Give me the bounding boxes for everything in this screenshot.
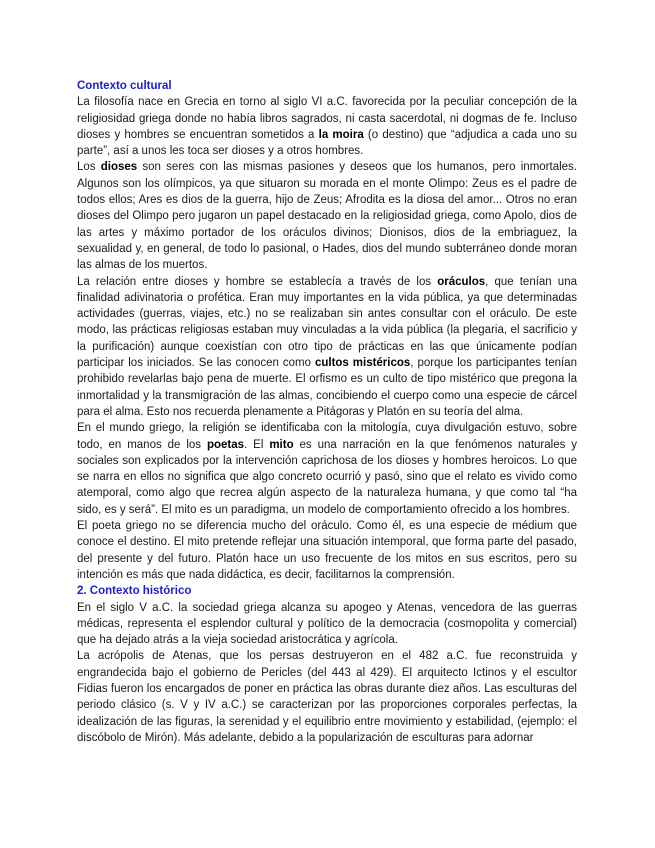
text-run: . El xyxy=(244,438,270,451)
text-run: , que tenían una finalidad adivinatoria o profética. Eran muy importantes en la vida pública, ya que determinadas actividades (guerras, viajes, etc.) no se realizaban sin antes consultar con el oráculo. De este modo, las prácticas religiosas estaban muy vinculadas a la vida pública (la plegaria, el sacrificio y la purificación) aunque coexistían con otro tipo de prácticas en las que únicamente podían participar los iniciados. Se las conocen como xyxy=(77,275,577,370)
text-run: es una narración en la que fenómenos naturales y sociales son explicados por la intervención caprichosa de los dioses y hombres heroicos. Lo que se narra en ellos no significa que algo concreto ocurrió y pasó, sino que el relato es vivido como atemporal, como algo que recrea algún aspecto de la naturaleza humana, y que como tal “ha sido, es y será”. El mito es un paradigma, un modelo de comportamiento ofrecido a los hombres. xyxy=(77,438,578,516)
bold-term-cultos-mistericos: cultos mistéricos xyxy=(314,357,411,370)
paragraph-moira xyxy=(77,94,577,159)
section-heading-cultural: Contexto cultural xyxy=(77,80,172,92)
text-run: son seres con las mismas pasiones y deseos que los humanos, pero inmortales. Algunos son los olímpicos, ya que situaron su morada en el monte Olimpo: Zeus es el padre de todos ellos; Ares es dios de la guerra, hijo de Zeus; Afrodita es la diosa del amor... Otros no eran dioses del Olimpo pero jugaron un papel destacado en la religiosidad griega, como Apolo, dios de las artes y máximo portador de los oráculos divinos; Dionisos, dios de la embriaguez, la sexualidad y, en general, de todo lo pasional, o Hades, dios del mundo subterráneo donde moran las almas de los muertos. xyxy=(77,161,577,272)
text-run: En el mundo griego, la religión se identificaba con la mitología, cuya divulgación estuvo, sobre todo, en manos de los xyxy=(77,422,577,451)
text-run: La relación entre dioses y hombre se establecía a través de los xyxy=(77,275,438,288)
paragraph-mitologia xyxy=(77,420,577,518)
text-run: La filosofía nace en Grecia en torno al siglo VI a.C. favorecida por la peculiar concepción de la religiosidad griega donde no había libros sagrados, ni casta sacerdotal, ni dogmas de fe. Incluso dioses y hombres se encuentran sometidos a xyxy=(77,96,577,141)
text-run: , porque los participantes tenían prohibido revelarlas bajo pena de muerte. El orfismo es un culto de tipo mistérico que pregona la inmortalidad y la transmigración de las almas, concibiendo el cuerpo como una especie de cárcel para el alma. Esto nos recuerda plenamente a Pitágoras y Platón en su teoría del alma. xyxy=(77,357,577,418)
paragraph-acropolis: La acrópolis de Atenas, que los persas destruyeron en el 482 a.C. fue reconstruida y engrandecida bajo el gobierno de Pericles (del 443 al 429). El arquitecto Ictinos y el escultor Fidias fueron los encargados de poner en práctica las obras durante diez años. Las esculturas del periodo clásico (s. V y IV a.C.) se caracterizan por las proporciones corporales perfectas, la idealización de las figuras, la serenidad y el equilibrio entre movimiento y estabilidad, (ejemplo: el discóbolo de Mirón). Más adelante, debido a la popularización de esculturas para adornar xyxy=(77,650,577,744)
section-heading-historical: 2. Contexto histórico xyxy=(77,585,192,598)
text-run: Los xyxy=(77,161,101,174)
paragraph-oraculos xyxy=(77,274,577,421)
bold-term-poetas: poetas xyxy=(206,438,245,451)
text-run: (o destino) que “adjudica a cada uno su parte”, así a unos les toca ser dioses y a otros hombres. xyxy=(77,128,577,158)
bold-term-moira: la moira xyxy=(318,128,364,141)
paragraph-poeta: El poeta griego no se diferencia mucho del oráculo. Como él, es una especie de médium que conoce el destino. El mito pretende reflejar una situación intemporal, que forma parte del pasado, del presente y del futuro. Platón hace un uso frecuente de los mitos en sus escritos, pero su intención es más que nada didáctica, es decir, facilitarnos la comprensión. xyxy=(77,520,577,581)
bold-term-mito: mito xyxy=(269,438,294,451)
paragraph-dioses xyxy=(77,159,577,273)
bold-term-oraculos: oráculos xyxy=(437,275,486,288)
bold-term-dioses: dioses xyxy=(100,161,138,174)
document-page xyxy=(77,78,577,746)
paragraph-siglo-v: En el siglo V a.C. la sociedad griega alcanza su apogeo y Atenas, vencedora de las guerras médicas, representa el esplendor cultural y político de la democracia (cosmopolita y comercial) que ha dejado atrás a la vieja sociedad aristocrática y agrícola. xyxy=(77,601,577,647)
